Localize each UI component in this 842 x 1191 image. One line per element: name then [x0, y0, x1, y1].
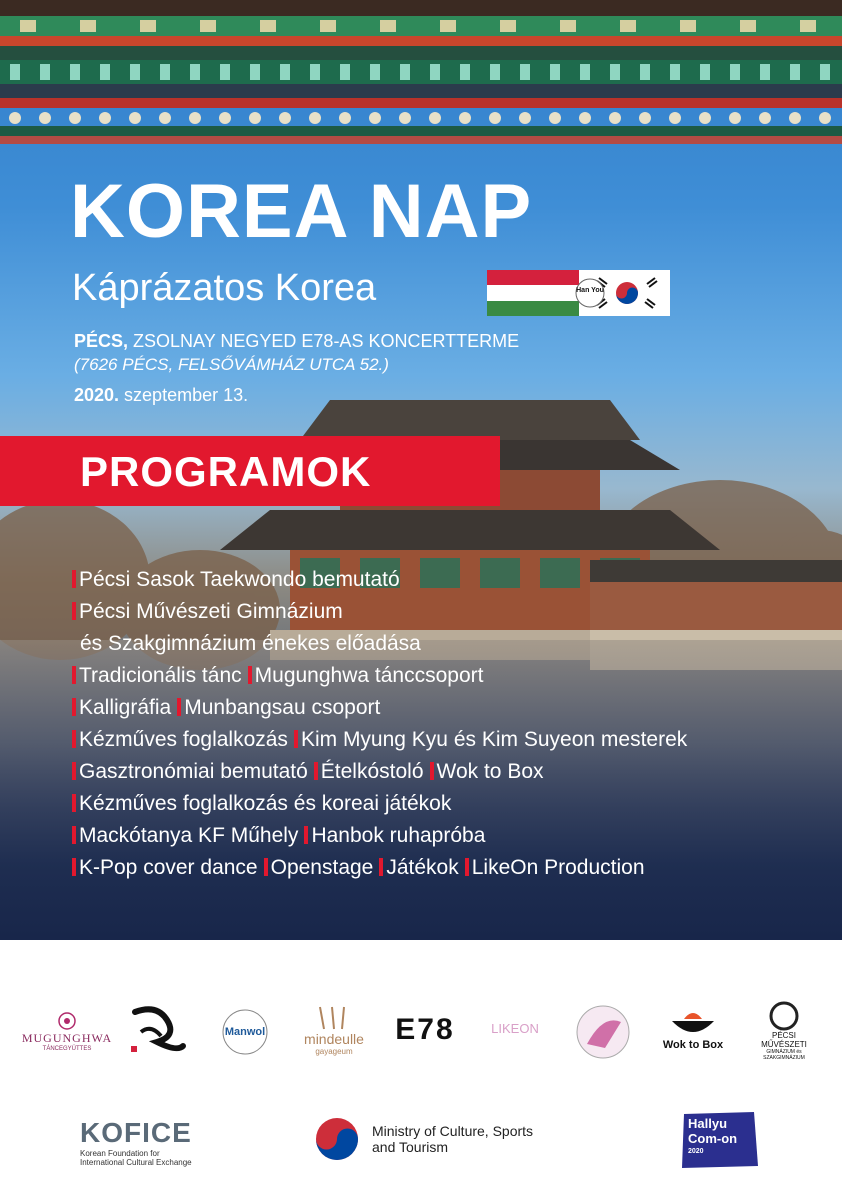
program-row [72, 692, 832, 724]
venue-place: ZSOLNAY NEGYED E78-AS KONCERTTERME [128, 331, 520, 351]
page-title: KOREA NAP [70, 169, 533, 254]
e78-logo: E78 [395, 1013, 455, 1046]
mugunghwa-logo: MUGUNGHWA TÁNCEGYÜTTES [22, 1006, 112, 1056]
sponsor-logos [0, 990, 842, 1070]
program-item-label: Mugunghwa tánccsoport [254, 664, 484, 687]
date-year: 2020. [74, 385, 120, 405]
program-row [72, 788, 832, 820]
program-item-label: Tradicionális tánc [79, 664, 242, 687]
program-item [72, 692, 171, 724]
program-item [72, 756, 308, 788]
program-row [72, 628, 832, 660]
venue-address: (7626 PÉCS, FELSŐVÁMHÁZ UTCA 52.) [74, 355, 389, 374]
taeguk-icon [314, 1116, 360, 1162]
ministry-logo: Ministry of Culture, Sports and Tourism [314, 1114, 576, 1164]
manwol-logo: Manwol [214, 1006, 276, 1058]
program-item-label: Gasztronómiai bemutató [79, 760, 308, 783]
venue-line [74, 330, 519, 352]
program-row [72, 660, 832, 692]
program-row [72, 564, 832, 596]
program-item [430, 756, 544, 788]
red-bullet-icon [72, 602, 76, 620]
likeon-logo: LIKEON [491, 1020, 539, 1036]
program-item-label: LikeOn Production [471, 856, 645, 879]
red-bullet-icon [72, 794, 76, 812]
pecsi-muveszeti-logo: PÉCSI MŰVÉSZETI GIMNÁZIUM és SZAKGIMNÁZIUM [750, 996, 818, 1066]
wok-to-box-logo: Wok to Box [658, 1000, 728, 1060]
program-item [294, 724, 687, 756]
program-item-label: Pécsi Sasok Taekwondo bemutató [79, 568, 400, 591]
date-rest: szeptember 13. [119, 385, 249, 405]
program-item-label: Játékok [386, 856, 459, 879]
program-item-label: Wok to Box [436, 760, 544, 783]
mindeulle-logo: mindeulle gayageum [296, 1000, 372, 1060]
flower-icon [57, 1011, 77, 1031]
red-bullet-icon [304, 826, 308, 844]
program-item [314, 756, 424, 788]
program-item [72, 788, 451, 820]
program-item [72, 564, 400, 596]
hungary-korea-flags [487, 270, 670, 316]
venue-city: PÉCS, [74, 331, 129, 351]
red-bullet-icon [72, 730, 76, 748]
event-date [74, 384, 248, 406]
program-item [304, 820, 485, 852]
programs-heading: PROGRAMOK [80, 448, 372, 495]
roof-eaves-image [0, 0, 842, 160]
fan-logo [572, 1002, 634, 1062]
program-item-label: Pécsi Művészeti Gimnázium [79, 600, 343, 623]
red-bullet-icon [465, 858, 469, 876]
program-row [72, 820, 832, 852]
program-row [72, 852, 832, 884]
hallyu-comon-logo: Hallyu Com-on 2020 [680, 1110, 760, 1170]
program-item [72, 820, 298, 852]
program-item-label: Openstage [270, 856, 374, 879]
red-bullet-icon [72, 698, 76, 716]
program-item [177, 692, 380, 724]
red-bullet-icon [294, 730, 298, 748]
red-bullet-icon [314, 762, 318, 780]
program-item-label: Mackótanya KF Műhely [79, 824, 299, 847]
program-item [72, 660, 242, 692]
program-item [72, 628, 421, 660]
program-item [264, 852, 374, 884]
program-item [72, 596, 343, 628]
program-row [72, 756, 832, 788]
red-bullet-icon [248, 666, 252, 684]
program-item [72, 852, 258, 884]
page-subtitle: Káprázatos Korea [72, 267, 377, 309]
red-bullet-icon [177, 698, 181, 716]
red-bullet-icon [72, 570, 76, 588]
program-item [248, 660, 484, 692]
red-bullet-icon [264, 858, 268, 876]
red-bullet-icon [72, 666, 76, 684]
red-bullet-icon [72, 858, 76, 876]
kofice-logo: KOFICE Korean Foundation for International Cultural Exchange [80, 1117, 192, 1167]
red-bullet-icon [72, 762, 76, 780]
svg-text:Han You: Han You [576, 287, 604, 294]
red-bullet-icon [379, 858, 383, 876]
programs-list [72, 564, 832, 884]
program-item-label: K-Pop cover dance [79, 856, 258, 879]
partner-logos [0, 1100, 842, 1180]
red-bullet-icon [72, 826, 76, 844]
program-row [72, 724, 832, 756]
program-item-label: és Szakgimnázium énekes előadása [80, 632, 421, 655]
program-row [72, 596, 832, 628]
program-item [379, 852, 458, 884]
program-item-label: Hanbok ruhapróba [311, 824, 486, 847]
calligraphy-logo [124, 1000, 190, 1060]
program-item-label: Kim Myung Kyu és Kim Suyeon mesterek [300, 728, 688, 751]
program-item [72, 724, 288, 756]
program-item-label: Kézműves foglalkozás [79, 728, 288, 751]
program-item-label: Ételkóstoló [320, 760, 424, 783]
program-item-label: Kalligráfia [79, 696, 172, 719]
red-bullet-icon [430, 762, 434, 780]
program-item-label: Kézműves foglalkozás és koreai játékok [79, 792, 452, 815]
program-item [465, 852, 645, 884]
program-item-label: Munbangsau csoport [184, 696, 381, 719]
